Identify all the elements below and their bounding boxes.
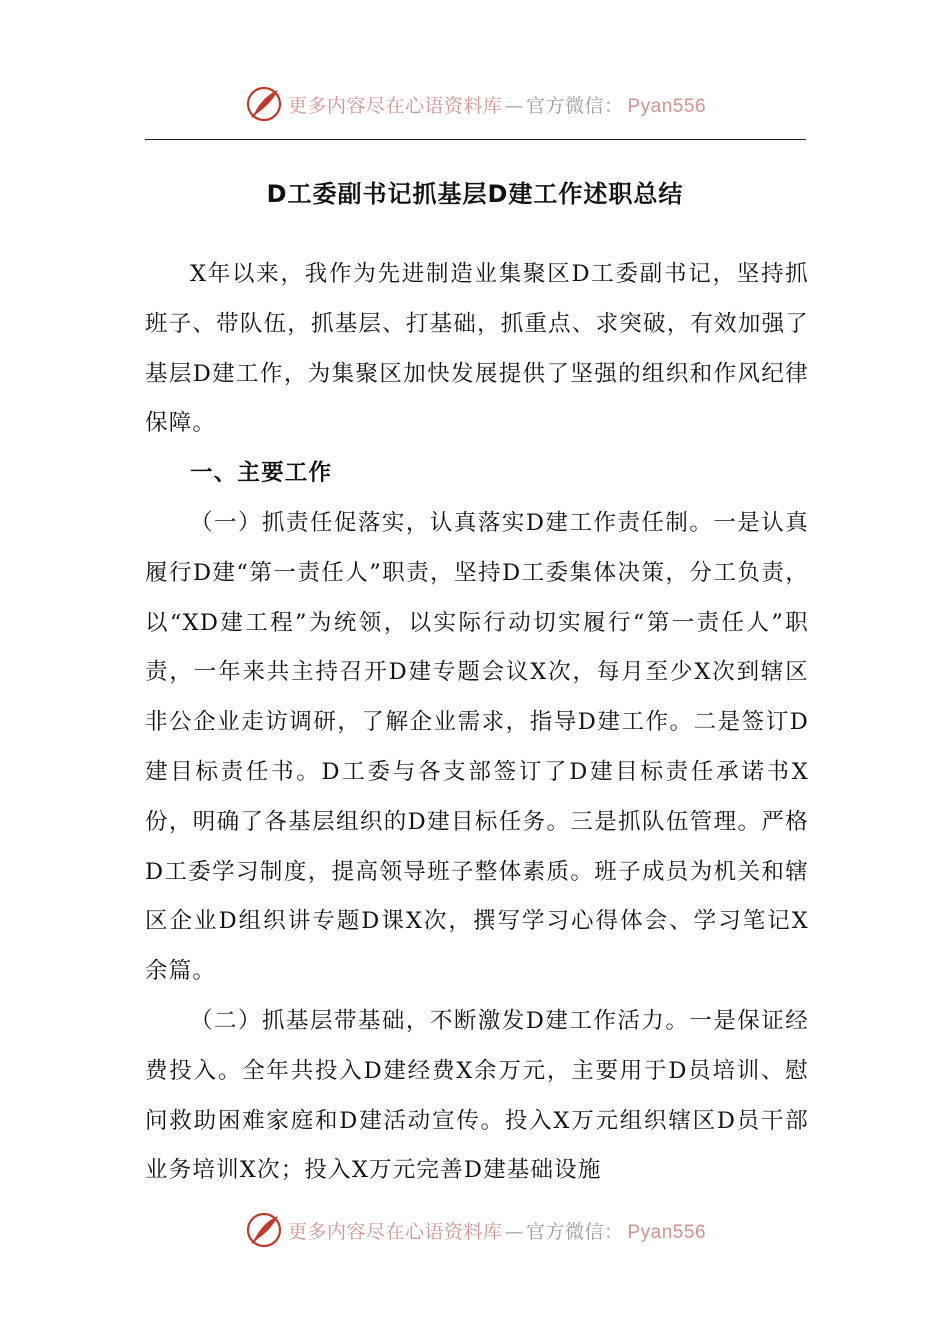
header-rule: [145, 139, 806, 140]
document-title: D工委副书记抓基层D建工作述职总结: [266, 180, 684, 208]
body-paragraph: （一）抓责任促落实，认真落实D建工作责任制。一是认真履行D建“第一责任人”职责，坚持D工委集体决策，分工负责，以“XD建工程”为统领，以实际行动切实履行“第一责任人”职责，一年来共主持召开D建专题会议X次，每月至少X次到辖区非公企业走访调研，了解企业需求，指导D建工作。二是签订D建目标责任书。D工委与各支部签订了D建目标责任承诺书X份，明确了各基层组织的D建目标任务。三是抓队伍管理。严格D工委学习制度，提高领导班子整体素质。班子成员为机关和辖区企业D组织讲专题D课X次，撰写学习心得体会、学习笔记X余篇。: [145, 509, 809, 985]
feather-pen-logo-icon: [244, 1210, 284, 1250]
feather-pen-logo-icon: [244, 84, 284, 124]
intro-paragraph: X年以来，我作为先进制造业集聚区D工委副书记，坚持抓班子、带队伍，抓基层、打基础，抓重点、求突破，有效加强了基层D建工作，为集聚区加快发展提供了坚强的组织和作风纪律保障。: [145, 261, 809, 437]
watermark-text: 更多内容尽在心语资料库 — 官方微信： Pyan556: [287, 94, 707, 117]
watermark-text: 更多内容尽在心语资料库 — 官方微信： Pyan556: [287, 1220, 707, 1243]
header-watermark: [0, 82, 950, 126]
body-paragraph: （二）抓基层带基础，不断激发D建工作活力。一是保证经费投入。全年共投入D建经费X余万元，主要用于D员培训、慰问救助困难家庭和D建活动宣传。投入X万元组织辖区D员干部业务培训X次；投入X万元完善D建基础设施: [145, 1007, 809, 1184]
document-body: [145, 250, 809, 1196]
footer-watermark: [0, 1208, 950, 1252]
section-heading: 一、主要工作: [190, 460, 333, 487]
